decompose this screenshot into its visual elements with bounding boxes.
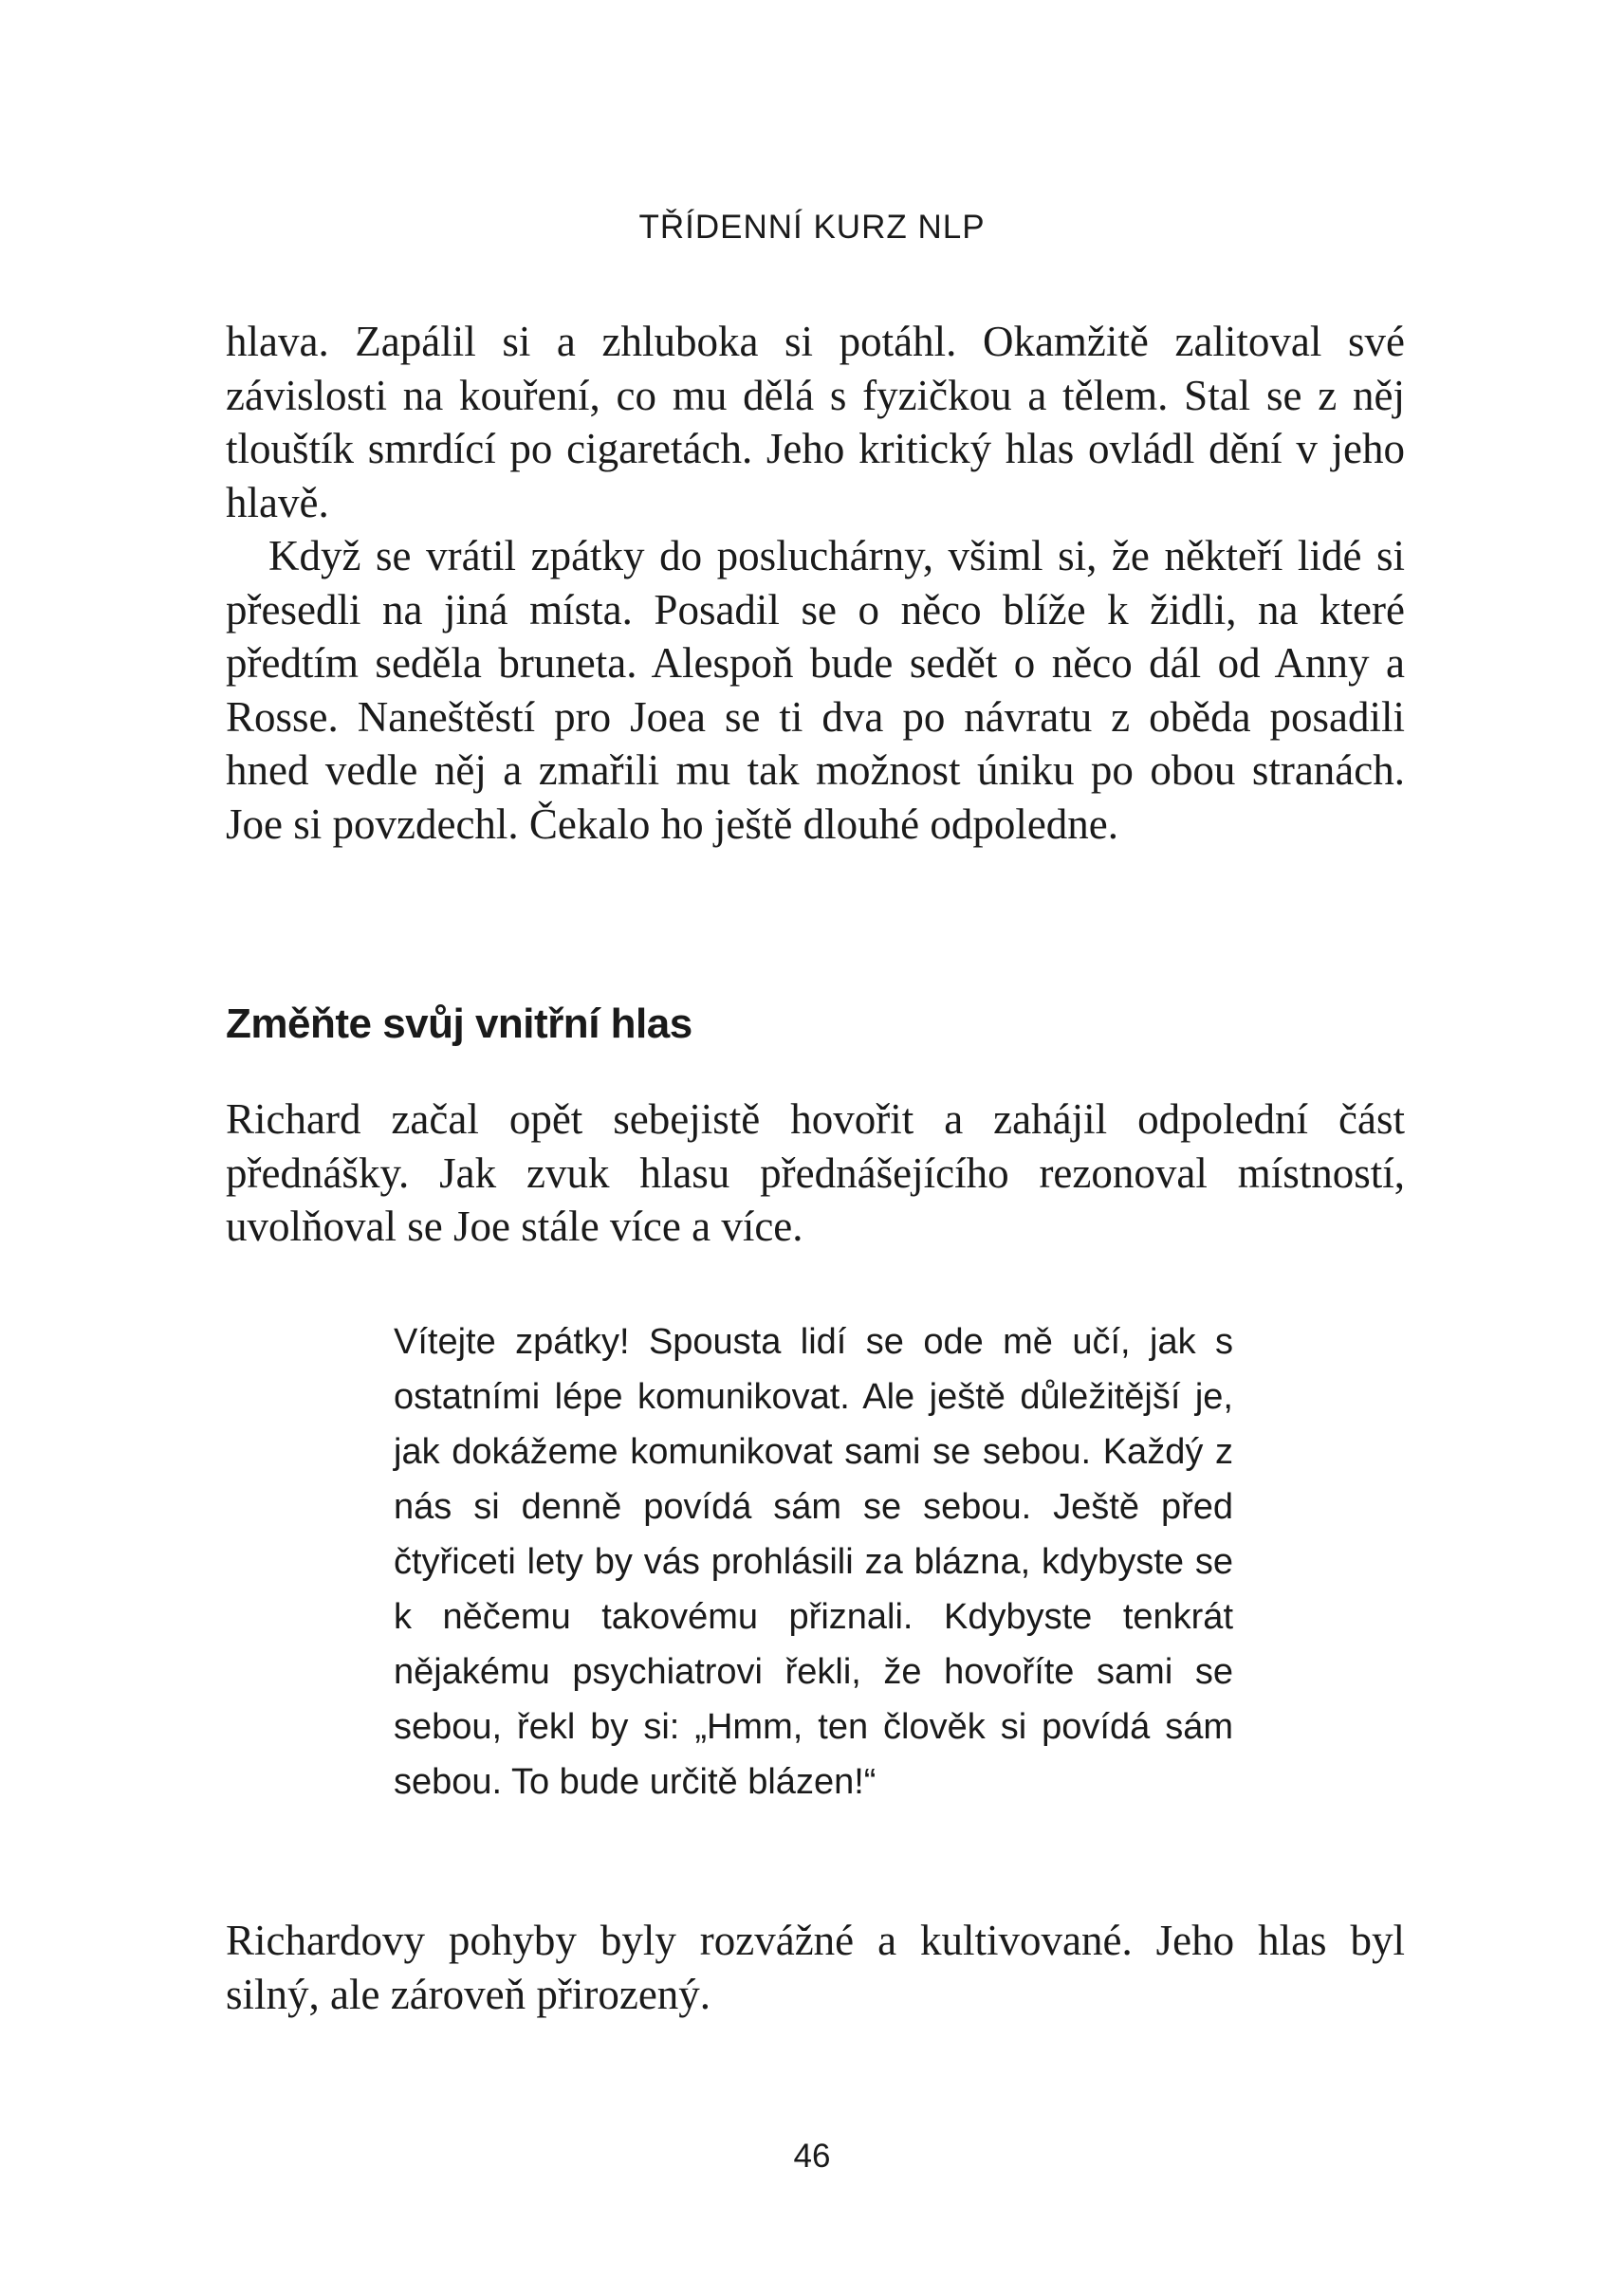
paragraph: Richardovy pohyby byly rozvážné a kultivované. Jeho hlas byl silný, ale zároveň přirozený.: [226, 1917, 1405, 2018]
block-quote: [394, 1314, 1233, 1809]
running-head: TŘÍDENNÍ KURZ NLP: [638, 209, 986, 246]
paragraph: Richard začal opět sebejistě hovořit a zahájil odpolední část přednášky. Jak zvuk hlasu přednášejícího rezonoval místností, uvolňoval se Joe stále více a více.: [226, 1095, 1405, 1250]
paragraph: Když se vrátil zpátky do posluchárny, všiml si, že někteří lidé si přesedli na jiná místa. Posadil se o něco blíže k židli, na které předtím seděla bruneta. Alespoň bude sedět o něco dál od Anny a Rosse. Naneštěstí pro Joea se ti dva po návratu z oběda posadili hned vedle něj a zmařili mu tak možnost úniku po obou stranách. Joe si povzdechl. Čekalo ho ještě dlouhé odpoledne.: [226, 532, 1405, 848]
paragraph: hlava. Zapálil si a zhluboka si potáhl. Okamžitě zalitoval své závislosti na kouření, co mu dělá s fyzičkou a tělem. Stal se z něj tlouštík smrdící po cigaretách. Jeho kritický hlas ovládl dění v jeho hlavě.: [226, 318, 1405, 526]
quote-text: Vítejte zpátky! Spousta lidí se ode mě učí, jak s ostatními lépe komunikovat. Ale ještě důležitější je, jak dokážeme komunikovat sami se sebou. Každý z nás si denně povídá sám se sebou. Ještě před čtyřiceti lety by vás prohlásili za blázna, kdybyste se k něčemu takovému přiznali. Kdybyste tenkrát nějakému psychiatrovi řekli, že hovoříte sami se sebou, řekl by si: „Hmm, ten člověk si povídá sám sebou. To bude určitě blázen!“: [394, 1322, 1233, 1802]
body-text-block: [226, 315, 1405, 851]
page-number: 46: [793, 2138, 831, 2175]
section-heading: Změňte svůj vnitřní hlas: [226, 1001, 692, 1047]
body-text-block: [226, 1914, 1405, 2021]
body-text-block: [226, 1093, 1405, 1254]
